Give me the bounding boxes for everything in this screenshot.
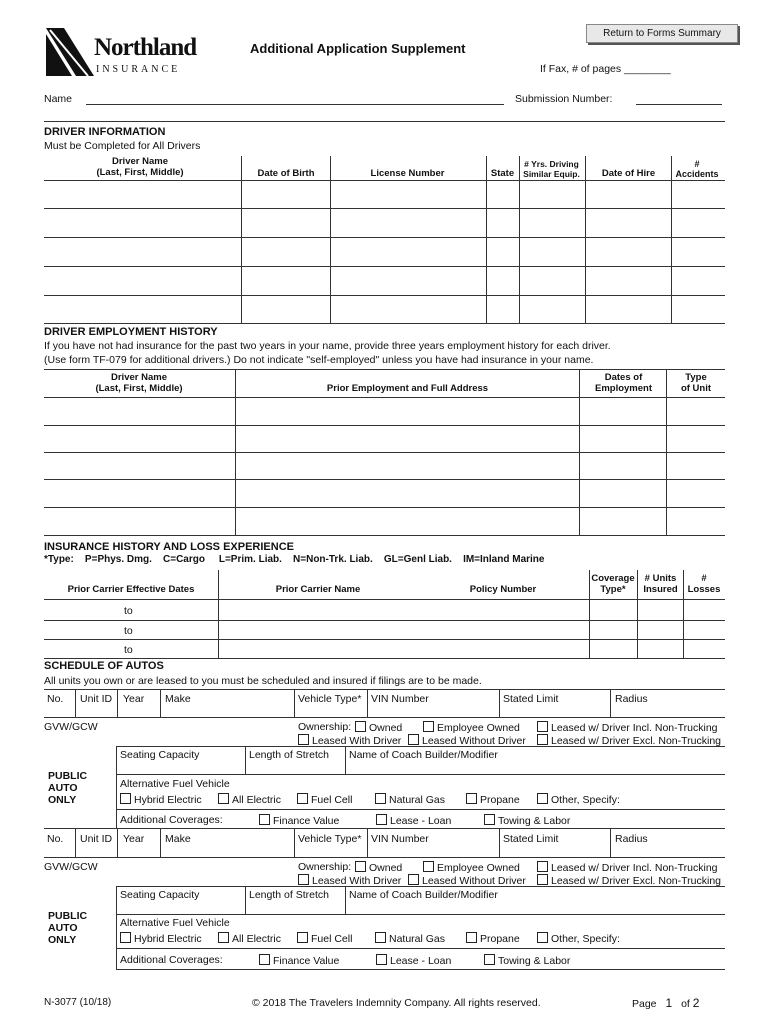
alt-fuel-label: Alternative Fuel Vehicle	[120, 917, 230, 929]
leased-with-text: Leased With Driver	[312, 875, 402, 887]
insurance-heading: INSURANCE HISTORY AND LOSS EXPERIENCE	[44, 541, 294, 553]
leased-incl-text: Leased w/ Driver Incl. Non-Trucking	[551, 722, 718, 734]
table-row[interactable]	[44, 266, 725, 267]
col-loss-line1: #	[701, 573, 707, 584]
add-coverages-label: Additional Coverages:	[120, 814, 223, 826]
checkbox[interactable]	[259, 954, 270, 965]
seating-label: Seating Capacity	[120, 749, 200, 761]
ownership-label: Ownership:	[298, 721, 352, 733]
public-line2: AUTO	[48, 782, 78, 794]
stretch-label: Length of Stretch	[249, 889, 329, 901]
ownership-leased-incl[interactable]	[537, 861, 718, 874]
make-label: Make	[165, 693, 191, 705]
other-text: Other, Specify:	[551, 933, 620, 945]
public-line1: PUBLIC	[48, 910, 88, 922]
checkbox[interactable]	[355, 861, 366, 872]
owned-text: Owned	[369, 722, 403, 734]
vin-label: VIN Number	[371, 833, 429, 845]
checkbox[interactable]	[218, 793, 229, 804]
leased-excl-text: Leased w/ Driver Excl. Non-Trucking	[551, 735, 721, 747]
checkbox[interactable]	[218, 932, 229, 943]
table-row[interactable]	[44, 237, 725, 238]
name-label: Name	[44, 93, 73, 105]
stated-limit-label: Stated Limit	[503, 833, 559, 845]
natural-gas-text: Natural Gas	[389, 933, 446, 945]
employment-heading: DRIVER EMPLOYMENT HISTORY	[44, 326, 218, 338]
fuel-cell-text: Fuel Cell	[311, 794, 353, 806]
checkbox[interactable]	[297, 932, 308, 943]
table-row[interactable]	[44, 535, 725, 536]
fuel-all-electric[interactable]	[218, 932, 281, 945]
cov-towing[interactable]	[484, 954, 570, 967]
vehicle-type-label: Vehicle Type*	[298, 693, 362, 705]
gvw-label: GVW/GCW	[44, 861, 98, 873]
lease-loan-text: Lease - Loan	[390, 815, 452, 827]
owned-text: Owned	[369, 862, 403, 874]
name-field[interactable]	[86, 104, 504, 105]
leased-incl-text: Leased w/ Driver Incl. Non-Trucking	[551, 862, 718, 874]
form-title: Additional Application Supplement	[250, 41, 466, 56]
fuel-cell[interactable]	[297, 932, 352, 945]
employment-note-1: If you have not had insurance for the past two years in your name, provide three years employment history for each driver.	[44, 340, 611, 352]
of-label: of	[681, 998, 690, 1010]
page-label: Page	[632, 998, 657, 1010]
northland-logo-icon	[44, 26, 96, 78]
col-dates-line1: Dates of	[604, 372, 643, 383]
table-row[interactable]	[44, 620, 725, 621]
make-label: Make	[165, 833, 191, 845]
col-dates-line2: Employment	[594, 383, 652, 394]
ownership-owned[interactable]	[355, 721, 402, 734]
ownership-employee-owned[interactable]	[423, 861, 520, 874]
col-emp-name-line2: (Last, First, Middle)	[95, 383, 183, 394]
stretch-label: Length of Stretch	[249, 749, 329, 761]
checkbox[interactable]	[120, 932, 131, 943]
fuel-natural-gas[interactable]	[375, 932, 445, 945]
fuel-propane[interactable]	[466, 793, 520, 806]
checkbox[interactable]	[120, 793, 131, 804]
employee-owned-text: Employee Owned	[437, 722, 520, 734]
checkbox[interactable]	[423, 721, 434, 732]
hybrid-text: Hybrid Electric	[134, 933, 202, 945]
checkbox[interactable]	[408, 734, 419, 745]
radius-label: Radius	[615, 693, 648, 705]
table-row[interactable]	[44, 639, 725, 640]
col-prior-carrier-dates: Prior Carrier Effective Dates	[67, 584, 195, 595]
checkbox[interactable]	[466, 793, 477, 804]
submission-number-field[interactable]	[636, 104, 722, 105]
fuel-hybrid[interactable]	[120, 793, 202, 806]
finance-text: Finance Value	[273, 815, 340, 827]
towing-text: Towing & Labor	[498, 955, 571, 967]
table-row[interactable]	[44, 208, 725, 209]
cov-finance[interactable]	[259, 954, 339, 967]
col-type-line2: of Unit	[680, 383, 712, 394]
col-driver-name	[70, 156, 210, 178]
propane-text: Propane	[480, 794, 520, 806]
col-loss-line2: Losses	[687, 584, 721, 595]
col-coverage-type	[589, 573, 637, 595]
hybrid-text: Hybrid Electric	[134, 794, 202, 806]
col-policy-number: Policy Number	[469, 584, 537, 595]
leased-without-text: Leased Without Driver	[422, 875, 526, 887]
radius-label: Radius	[615, 833, 648, 845]
gvw-label: GVW/GCW	[44, 721, 98, 733]
leased-excl-text: Leased w/ Driver Excl. Non-Trucking	[551, 875, 721, 887]
natural-gas-text: Natural Gas	[389, 794, 446, 806]
page-number-field[interactable]: 1	[665, 996, 673, 1010]
checkbox[interactable]	[537, 734, 548, 745]
year-label: Year	[123, 833, 145, 845]
lease-loan-text: Lease - Loan	[390, 955, 452, 967]
checkbox[interactable]	[484, 954, 495, 965]
year-label: Year	[123, 693, 145, 705]
col-driver-name-line2: (Last, First, Middle)	[96, 167, 184, 178]
col-cov-line2: Type*	[600, 584, 626, 595]
col-license: License Number	[370, 168, 445, 179]
cov-towing[interactable]	[484, 814, 570, 827]
ownership-leased-incl[interactable]	[537, 721, 718, 734]
col-dob: Date of Birth	[257, 168, 315, 179]
table-row[interactable]	[44, 323, 725, 324]
table-row[interactable]	[44, 452, 725, 453]
col-units-insured	[638, 573, 683, 595]
form-number: N-3077 (10/18)	[44, 997, 112, 1008]
col-units-line1: # Units	[644, 573, 677, 584]
fuel-all-electric[interactable]	[218, 793, 281, 806]
table-row[interactable]	[44, 507, 725, 508]
fuel-cell[interactable]	[297, 793, 352, 806]
vehicle-type-label: Vehicle Type*	[298, 833, 362, 845]
seating-label: Seating Capacity	[120, 889, 200, 901]
checkbox[interactable]	[375, 793, 386, 804]
to-label: to	[124, 625, 133, 637]
vin-label: VIN Number	[371, 693, 429, 705]
col-driver-name-line1: Driver Name	[112, 156, 168, 167]
return-to-forms-button[interactable]: Return to Forms Summary	[586, 24, 738, 43]
checkbox[interactable]	[298, 734, 309, 745]
checkbox[interactable]	[484, 814, 495, 825]
checkbox[interactable]	[537, 721, 548, 732]
employment-note-2: (Use form TF-079 for additional drivers.) Do not indicate "self-employed" unless you have had insurance in your name.	[44, 354, 594, 366]
ownership-owned[interactable]	[355, 861, 402, 874]
table-row[interactable]	[44, 479, 725, 480]
ownership-label: Ownership:	[298, 861, 352, 873]
checkbox[interactable]	[537, 861, 548, 872]
col-emp-name-line1: Driver Name	[111, 372, 167, 383]
unit-id-label: Unit ID	[80, 693, 113, 705]
to-label: to	[124, 605, 133, 617]
logo-sub: INSURANCE	[96, 64, 181, 75]
cov-lease-loan[interactable]	[376, 814, 451, 827]
logo	[44, 26, 197, 82]
col-acc-line2: Accidents	[675, 169, 719, 179]
public-line1: PUBLIC	[48, 770, 88, 782]
fuel-hybrid[interactable]	[120, 932, 202, 945]
submission-number-label: Submission Number:	[515, 93, 613, 105]
fuel-other[interactable]	[537, 932, 620, 945]
checkbox[interactable]	[537, 874, 548, 885]
no-label: No.	[47, 833, 64, 845]
public-line3: ONLY	[48, 934, 77, 946]
driver-info-note: Must be Completed for All Drivers	[44, 140, 201, 152]
fuel-propane[interactable]	[466, 932, 520, 945]
autos-note: All units you own or are leased to you must be scheduled and insured if filings are to be made.	[44, 675, 482, 687]
fuel-other[interactable]	[537, 793, 620, 806]
public-auto-only	[48, 910, 87, 946]
divider	[44, 121, 725, 122]
public-line3: ONLY	[48, 794, 77, 806]
cov-finance[interactable]	[259, 814, 339, 827]
all-electric-text: All Electric	[232, 794, 282, 806]
insurance-types: *Type: P=Phys. Dmg. C=Cargo L=Prim. Liab. N=Non-Trk. Liab. GL=Genl Liab. IM=Inland Marine	[44, 554, 545, 565]
table-row[interactable]	[44, 295, 725, 296]
coach-label: Name of Coach Builder/Modifier	[349, 889, 498, 901]
col-years-line2: Similar Equip.	[523, 169, 580, 179]
coach-label: Name of Coach Builder/Modifier	[349, 749, 498, 761]
fax-pages-field[interactable]: If Fax, # of pages ________	[540, 63, 671, 75]
col-prior-employment: Prior Employment and Full Address	[326, 383, 489, 394]
col-acc-line1: #	[694, 159, 700, 169]
checkbox[interactable]	[259, 814, 270, 825]
col-units-line2: Insured	[643, 584, 678, 595]
checkbox[interactable]	[376, 814, 387, 825]
add-coverages-label: Additional Coverages:	[120, 954, 223, 966]
fuel-cell-text: Fuel Cell	[311, 933, 353, 945]
col-type-line1: Type	[685, 372, 707, 383]
public-line2: AUTO	[48, 922, 78, 934]
page-indicator	[632, 996, 699, 1010]
propane-text: Propane	[480, 933, 520, 945]
other-text: Other, Specify:	[551, 794, 620, 806]
finance-text: Finance Value	[273, 955, 340, 967]
checkbox[interactable]	[408, 874, 419, 885]
driver-info-heading: DRIVER INFORMATION	[44, 126, 166, 138]
col-years-driving	[519, 159, 584, 179]
employee-owned-text: Employee Owned	[437, 862, 520, 874]
table-row[interactable]	[44, 658, 725, 659]
autos-heading: SCHEDULE OF AUTOS	[44, 660, 164, 672]
copyright: © 2018 The Travelers Indemnity Company. All rights reserved.	[252, 997, 541, 1009]
col-state: State	[490, 168, 515, 179]
unit-id-label: Unit ID	[80, 833, 113, 845]
col-years-line1: # Yrs. Driving	[524, 159, 579, 169]
col-emp-driver-name	[44, 372, 234, 394]
col-accidents	[671, 159, 723, 179]
no-label: No.	[47, 693, 64, 705]
col-dates-employment	[580, 372, 667, 394]
alt-fuel-label: Alternative Fuel Vehicle	[120, 778, 230, 790]
all-electric-text: All Electric	[232, 933, 282, 945]
col-losses	[684, 573, 724, 595]
checkbox[interactable]	[537, 793, 548, 804]
col-type-unit	[667, 372, 725, 394]
checkbox[interactable]	[355, 721, 366, 732]
public-auto-only	[48, 770, 87, 806]
leased-with-text: Leased With Driver	[312, 735, 402, 747]
checkbox[interactable]	[376, 954, 387, 965]
col-cov-line1: Coverage	[591, 573, 635, 584]
checkbox[interactable]	[423, 861, 434, 872]
to-label: to	[124, 644, 133, 656]
checkbox[interactable]	[297, 793, 308, 804]
stated-limit-label: Stated Limit	[503, 693, 559, 705]
page-total: 2	[692, 996, 700, 1010]
ownership-employee-owned[interactable]	[423, 721, 520, 734]
col-date-of-hire: Date of Hire	[601, 168, 656, 179]
checkbox[interactable]	[298, 874, 309, 885]
fuel-natural-gas[interactable]	[375, 793, 445, 806]
col-prior-carrier-name: Prior Carrier Name	[275, 584, 361, 595]
logo-text: Northland	[94, 34, 197, 61]
leased-without-text: Leased Without Driver	[422, 735, 526, 747]
cov-lease-loan[interactable]	[376, 954, 451, 967]
checkbox[interactable]	[466, 932, 477, 943]
checkbox[interactable]	[375, 932, 386, 943]
towing-text: Towing & Labor	[498, 815, 571, 827]
checkbox[interactable]	[537, 932, 548, 943]
table-row[interactable]	[44, 425, 725, 426]
